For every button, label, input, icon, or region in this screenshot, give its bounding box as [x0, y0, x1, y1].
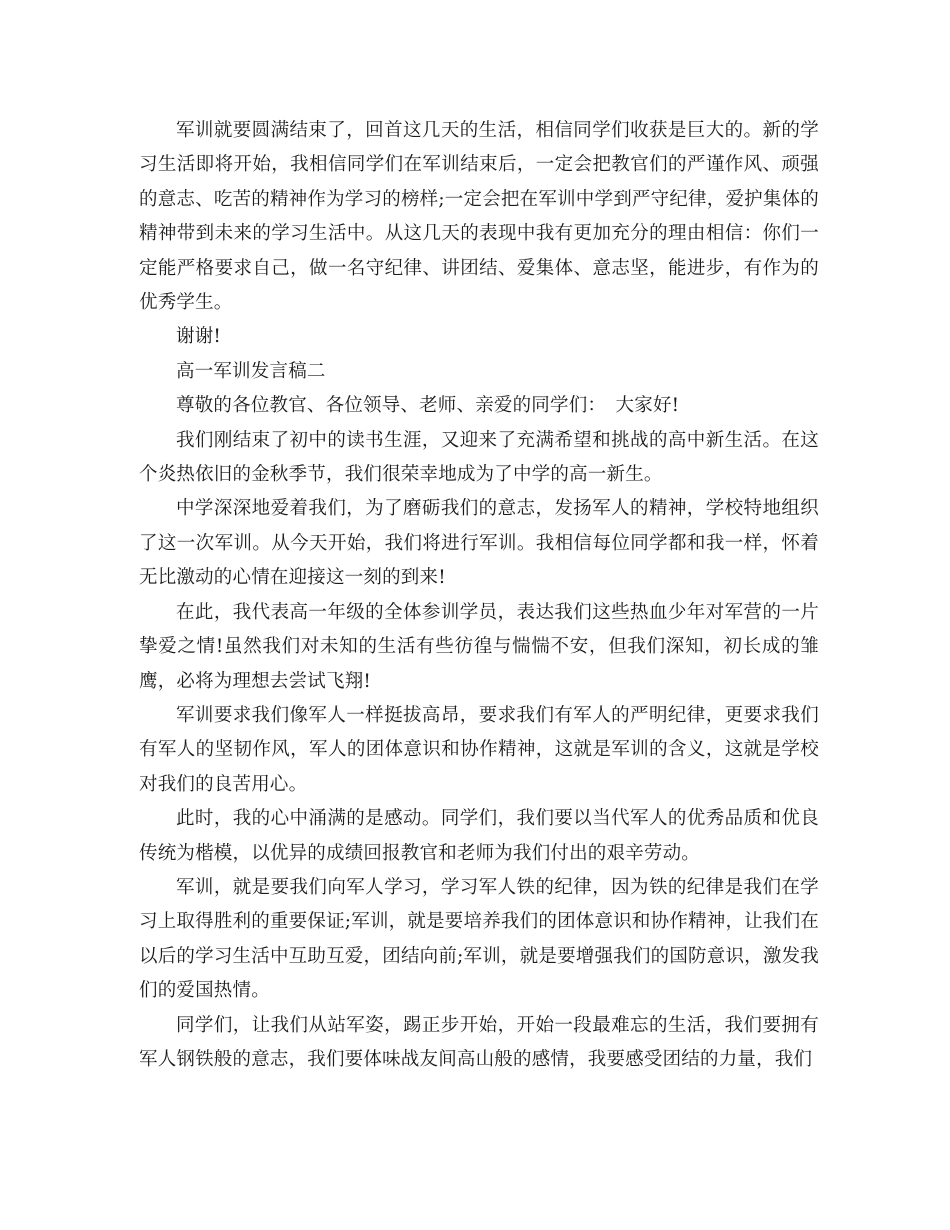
paragraph-salutation: 尊敬的各位教官、各位领导、老师、亲爱的同学们： 大家好!	[176, 395, 680, 417]
section-title: 高一军训发言稿二	[176, 360, 326, 382]
paragraph-meaning: 军训，就是要我们向军人学习，学习军人铁的纪律，因为铁的纪律是我们在学习上取得胜利的重要保证;军训，就是要培养我们的团体意识和协作精神，让我们在以后的学习生活中互助互爱，团结向前;军训，就是要增强我们的国防意识，激发我们的爱国热情。	[139, 876, 819, 1002]
paragraph-new-life: 我们刚结束了初中的读书生涯，又迎来了充满希望和挑战的高中新生活。在这个炎热依旧的金秋季节，我们很荣幸地成为了中学的高一新生。	[139, 429, 819, 486]
paragraph-thanks: 谢谢!	[176, 326, 222, 348]
paragraph-closing-summary: 军训就要圆满结束了，回首这几天的生活，相信同学们收获是巨大的。新的学习生活即将开始，我相信同学们在军训结束后，一定会把教官们的严谨作风、顽强的意志、吃苦的精神作为学习的榜样;一定会把在军训中学到严守纪律，爱护集体的精神带到未来的学习生活中。从这几天的表现中我有更加充分的理由相信：你们一定能严格要求自己，做一名守纪律、讲团结、爱集体、意志坚，能进步，有作为的优秀学生。	[139, 120, 819, 314]
paragraph-representation: 在此，我代表高一年级的全体参训学员，表达我们这些热血少年对军营的一片挚爱之情!虽然我们对未知的生活有些彷徨与惴惴不安，但我们深知，初长成的雏鹰，必将为理想去尝试飞翔!	[139, 601, 819, 692]
paragraph-call-to-action: 同学们，让我们从站军姿，踢正步开始，开始一段最难忘的生活，我们要拥有军人钢铁般的意志，我们要体味战友间高山般的感情，我要感受团结的力量，我们	[139, 1014, 819, 1070]
paragraph-school-training: 中学深深地爱着我们，为了磨砺我们的意志，发扬军人的精神，学校特地组织了这一次军训。从今天开始，我们将进行军训。我相信每位同学都和我一样，怀着无比激动的心情在迎接这一刻的到来!	[139, 498, 819, 589]
paragraph-gratitude: 此时，我的心中涌满的是感动。同学们，我们要以当代军人的优秀品质和优良传统为楷模，以优异的成绩回报教官和老师为我们付出的艰辛劳动。	[139, 808, 819, 864]
document-body	[139, 114, 819, 1077]
paragraph-requirements: 军训要求我们像军人一样挺拔高昂，要求我们有军人的严明纪律，更要求我们有军人的坚韧作风，军人的团体意识和协作精神，这就是军训的含义，这就是学校对我们的良苦用心。	[139, 704, 819, 795]
